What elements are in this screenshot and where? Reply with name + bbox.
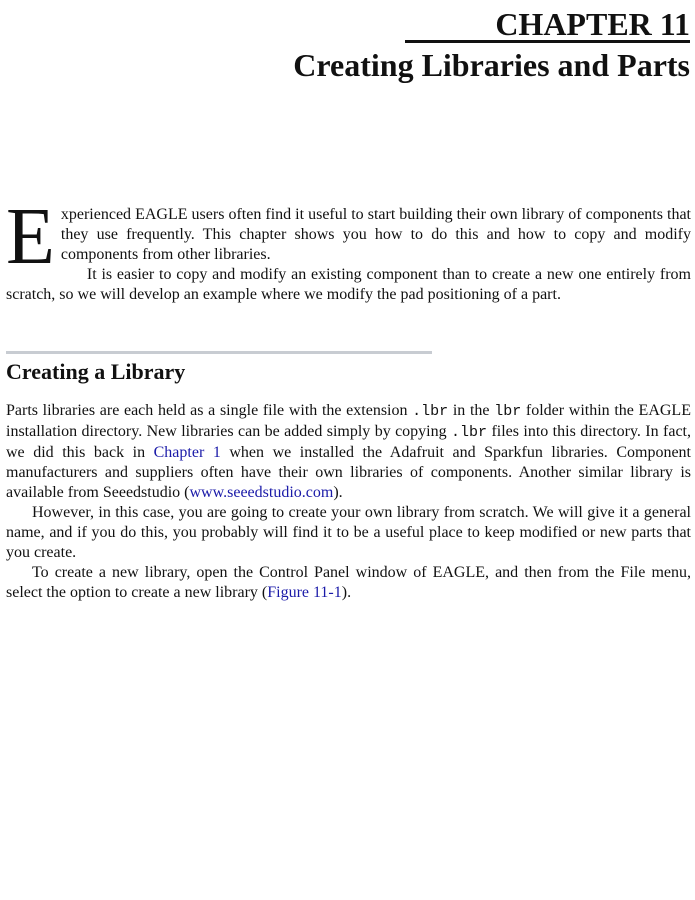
code-extension: .lbr <box>412 403 449 420</box>
chapter-title: Creating Libraries and Parts <box>293 47 690 83</box>
section-paragraph-2: However, in this case, you are going to create your own library from scratch. We will give it a general name, and if you do this, you probably will find it to be a useful place to keep modified or new parts that you create. <box>6 504 691 561</box>
section-paragraph-3 <box>6 563 691 603</box>
text-run: ). <box>333 484 343 501</box>
text-run: when we installed the Adafruit and Sparkfun libraries. Component manufacturers and suppliers often have their own libraries of components. Another similar library is available from Seeedstudio ( <box>6 444 692 501</box>
intro-paragraph-1 <box>6 193 691 281</box>
seeedstudio-link[interactable]: www.seeedstudio.com <box>189 484 334 501</box>
text-run: in the <box>448 402 495 419</box>
intro-paragraph-2: It is easier to copy and modify an existing component than to create a new one entirely from scratch, so we will develop an example where we modify the pad positioning of a part. <box>6 266 691 303</box>
code-folder: lbr <box>494 403 522 420</box>
section-divider <box>6 351 432 354</box>
chapter-1-link[interactable]: Chapter 1 <box>153 444 221 461</box>
figure-11-1-link[interactable]: Figure 11-1 <box>267 584 342 601</box>
drop-cap: E <box>6 193 55 281</box>
code-extension: .lbr <box>451 424 488 441</box>
chapter-header <box>293 8 690 85</box>
text-run: Parts libraries are each held as a single file with the extension <box>6 402 413 419</box>
section-heading: Creating a Library <box>6 359 186 384</box>
intro-paragraph-1-text: xperienced EAGLE users often find it useful to start building their own library of components that they use frequently. This chapter shows you how to do this and how to copy and modify components from other libraries. <box>60 206 691 263</box>
section-paragraph-1 <box>6 401 691 503</box>
text-run: ). <box>341 584 352 601</box>
text-run: folder within the EAGLE installation directory. New libraries can be added simply by copying <box>6 402 691 440</box>
chapter-number: CHAPTER 11 <box>405 8 690 43</box>
text-run: files into this directory. In fact, we did this back in <box>6 423 691 461</box>
text-run: To create a new library, open the Control Panel window of EAGLE, and then from the File menu, select the option to create a new library ( <box>6 564 691 601</box>
intro-section <box>6 193 691 305</box>
section-body <box>6 401 691 603</box>
